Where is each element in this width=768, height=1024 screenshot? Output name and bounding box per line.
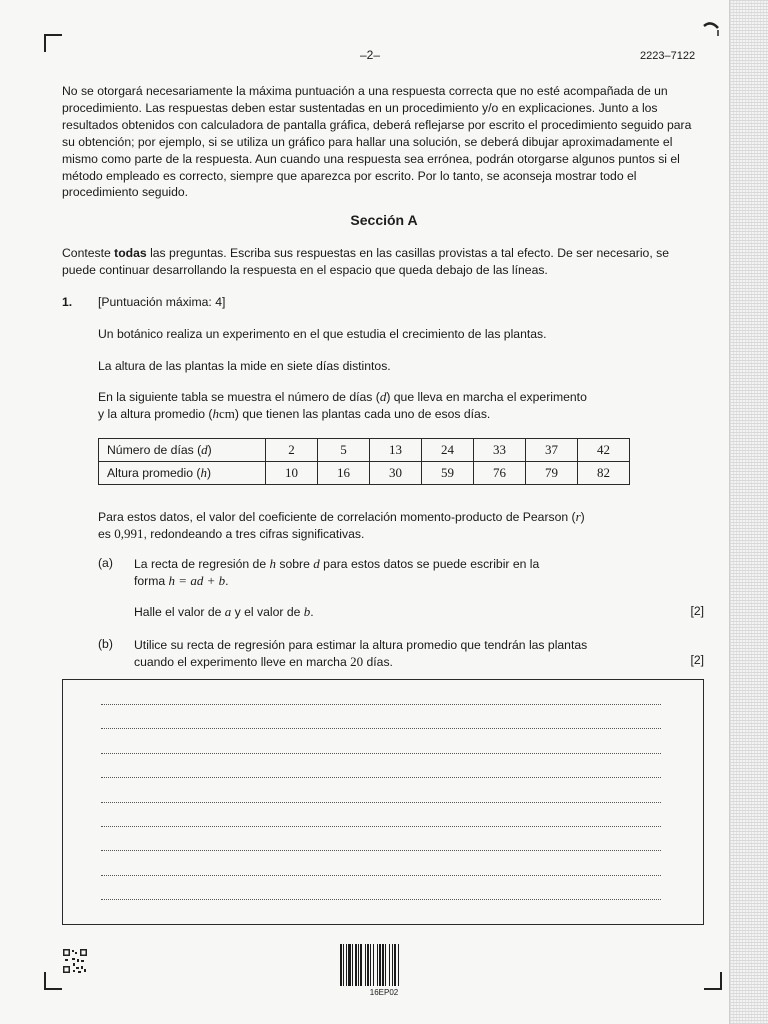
page-corner-mark-icon — [702, 20, 720, 38]
question-paragraph-1: Un botánico realiza un experimento en el que estudia el crecimiento de las plantas. — [98, 327, 547, 341]
table-cell: 2 — [266, 439, 318, 462]
answer-line[interactable] — [101, 875, 661, 876]
answer-line[interactable] — [101, 753, 661, 754]
exam-code: 2223–7122 — [640, 50, 696, 62]
table-cell: 30 — [370, 462, 422, 485]
table-row-days — [99, 439, 630, 462]
scanner-edge-strip — [729, 0, 768, 1024]
question-paragraph-4: Para estos datos, el valor del coeficiente de correlación momento-producto de Pearson (r) es 0,991, redondeando a tres cifras significativas. — [98, 509, 585, 541]
question-paragraph-3: En la siguiente tabla se muestra el número de días (d) que lleva en marcha el experimento y la altura promedio (hcm) que tienen las plantas cada uno de esos días. — [98, 389, 587, 421]
crop-mark-bottom-right — [704, 972, 722, 990]
question-paragraph-2: La altura de las plantas la mide en siete días distintos. — [98, 359, 391, 373]
data-table — [98, 438, 630, 485]
table-cell: 76 — [474, 462, 526, 485]
question-number: 1. — [62, 295, 73, 309]
part-b-marks: [2] — [690, 653, 704, 667]
crop-mark-top-left — [44, 34, 62, 52]
table-cell: 59 — [422, 462, 474, 485]
barcode-icon — [338, 944, 430, 986]
part-a-label: (a) — [98, 556, 113, 570]
part-a-text: La recta de regresión de h sobre d para estos datos se puede escribir en la forma h = ad + b. — [134, 556, 540, 588]
crop-mark-bottom-left — [44, 972, 62, 990]
section-title: Sección A — [350, 212, 418, 228]
answer-line[interactable] — [101, 899, 661, 900]
section-instructions: Conteste todas las preguntas. Escriba sus respuestas en las casillas provistas a tal efecto. De ser necesario, se puede continuar desarrollando la respuesta en el espacio que queda debajo de las líneas. — [62, 246, 669, 277]
answer-line[interactable] — [101, 728, 661, 729]
answer-box[interactable] — [62, 679, 704, 925]
table-row-label: Número de días (d) — [99, 439, 266, 462]
question-max-marks: [Puntuación máxima: 4] — [98, 295, 226, 309]
barcode-label: 16EP02 — [369, 988, 399, 997]
table-cell: 13 — [370, 439, 422, 462]
answer-line[interactable] — [101, 850, 661, 851]
part-a-instruction: Halle el valor de a y el valor de b. — [134, 604, 314, 619]
part-b-label: (b) — [98, 637, 113, 651]
table-cell: 79 — [526, 462, 578, 485]
answer-line[interactable] — [101, 777, 661, 778]
table-row-heights — [99, 462, 630, 485]
table-cell: 10 — [266, 462, 318, 485]
intro-paragraph: No se otorgará necesariamente la máxima puntuación a una respuesta correcta que no esté acompañada de un procedimiento. Las respuestas deben estar sustentadas en un procedimiento y/o en explicaciones. Junto a los resultados obtenidos con calculadora de pantalla gráfica, deberá reflejarse por escrito el procedimiento seguido para su obtención; por ejemplo, si se utiliza un gráfico para hallar una solución, se deberá dibujar aproximadamente el mismo como parte de la respuesta. Aun cuando una respuesta sea errónea, podrán otorgarse algunos puntos si el método empleado es correcto, siempre que aparezca por escrito. Por lo tanto, se aconseja mostrar todo el procedimiento seguido. — [62, 84, 692, 200]
table-cell: 5 — [318, 439, 370, 462]
part-a-marks: [2] — [690, 604, 704, 618]
table-cell: 24 — [422, 439, 474, 462]
table-row-label: Altura promedio (h) — [99, 462, 266, 485]
answer-line[interactable] — [101, 802, 661, 803]
table-cell: 82 — [578, 462, 630, 485]
part-b-text: Utilice su recta de regresión para estimar la altura promedio que tendrán las plantas cuando el experimento lleve en marcha 20 días. — [134, 638, 588, 669]
qr-code-icon — [62, 948, 88, 974]
answer-line[interactable] — [101, 704, 661, 705]
table-cell: 16 — [318, 462, 370, 485]
table-cell: 42 — [578, 439, 630, 462]
table-cell: 37 — [526, 439, 578, 462]
answer-line[interactable] — [101, 826, 661, 827]
instructions-emphasis: todas — [114, 246, 147, 260]
page-number: –2– — [360, 48, 381, 62]
table-cell: 33 — [474, 439, 526, 462]
